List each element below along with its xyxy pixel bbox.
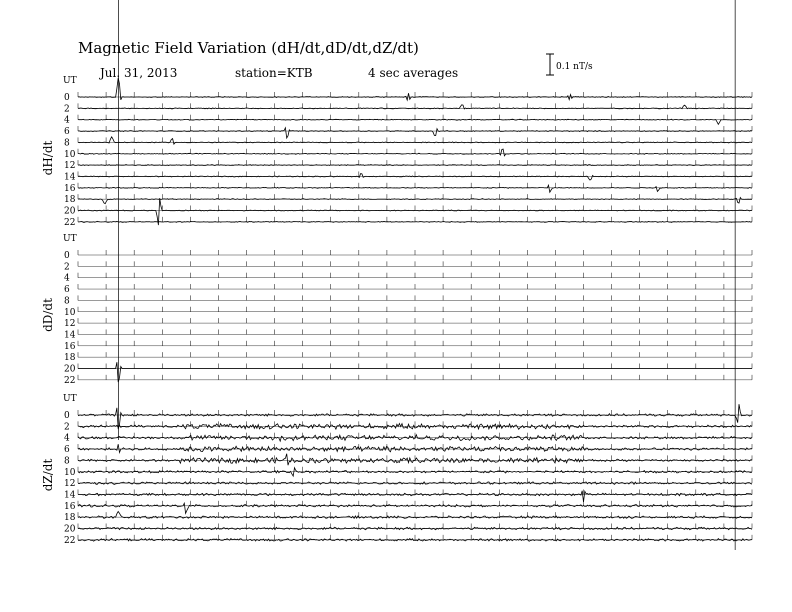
panel-label: dH/dt <box>41 140 55 176</box>
trace-label: 4 <box>64 433 70 444</box>
chart-station: station=KTB <box>235 66 313 80</box>
trace-label: 10 <box>64 467 76 478</box>
trace-label: 16 <box>64 183 76 194</box>
trace-label: 14 <box>64 172 76 183</box>
trace-label: 12 <box>64 479 76 490</box>
trace-label: 16 <box>64 341 76 352</box>
trace-label: 22 <box>64 535 76 546</box>
trace-label: 12 <box>64 161 76 172</box>
panel-1 <box>41 234 752 386</box>
trace-label: 20 <box>64 524 76 535</box>
trace-label: 0 <box>64 251 70 261</box>
chart-averaging: 4 sec averages <box>368 66 459 80</box>
trace-label: 2 <box>64 262 70 273</box>
trace-label: 10 <box>64 307 76 318</box>
trace-label: 4 <box>64 115 70 126</box>
trace-label: 16 <box>64 501 76 512</box>
trace-label: 10 <box>64 149 76 160</box>
trace-label: 2 <box>64 422 70 433</box>
ut-label: UT <box>63 76 77 86</box>
trace-label: 6 <box>64 127 70 138</box>
trace-label: 20 <box>64 206 76 217</box>
chart-title: Magnetic Field Variation (dH/dt,dD/dt,dZ/dt) <box>78 39 419 57</box>
trace-label: 6 <box>64 445 70 456</box>
panel-label: dD/dt <box>41 298 55 332</box>
trace-signal <box>78 119 752 124</box>
trace-label: 8 <box>64 456 70 467</box>
trace-label: 8 <box>64 296 70 307</box>
trace-label: 18 <box>64 353 76 364</box>
trace-label: 12 <box>64 319 76 330</box>
trace-label: 0 <box>64 411 70 421</box>
trace-label: 22 <box>64 375 76 386</box>
trace-label: 18 <box>64 195 76 206</box>
panel-0 <box>41 76 752 228</box>
trace-label: 14 <box>64 330 76 341</box>
trace-label: 18 <box>64 513 76 524</box>
chart-date: Jul. 31, 2013 <box>100 66 178 80</box>
trace-signal <box>78 165 752 166</box>
trace-label: 4 <box>64 273 70 284</box>
chart-panels <box>41 0 752 550</box>
trace-label: 20 <box>64 364 76 375</box>
ut-label: UT <box>63 394 77 404</box>
panel-2 <box>41 394 752 546</box>
trace-label: 6 <box>64 285 70 296</box>
trace-label: 22 <box>64 217 76 228</box>
trace-label: 8 <box>64 138 70 149</box>
trace-label: 2 <box>64 104 70 115</box>
trace-label: 0 <box>64 93 70 103</box>
scale-label: 0.1 nT/s <box>556 62 593 72</box>
ut-label: UT <box>63 234 77 244</box>
trace-label: 14 <box>64 490 76 501</box>
scale-bar <box>546 54 593 75</box>
panel-label: dZ/dt <box>41 458 55 492</box>
